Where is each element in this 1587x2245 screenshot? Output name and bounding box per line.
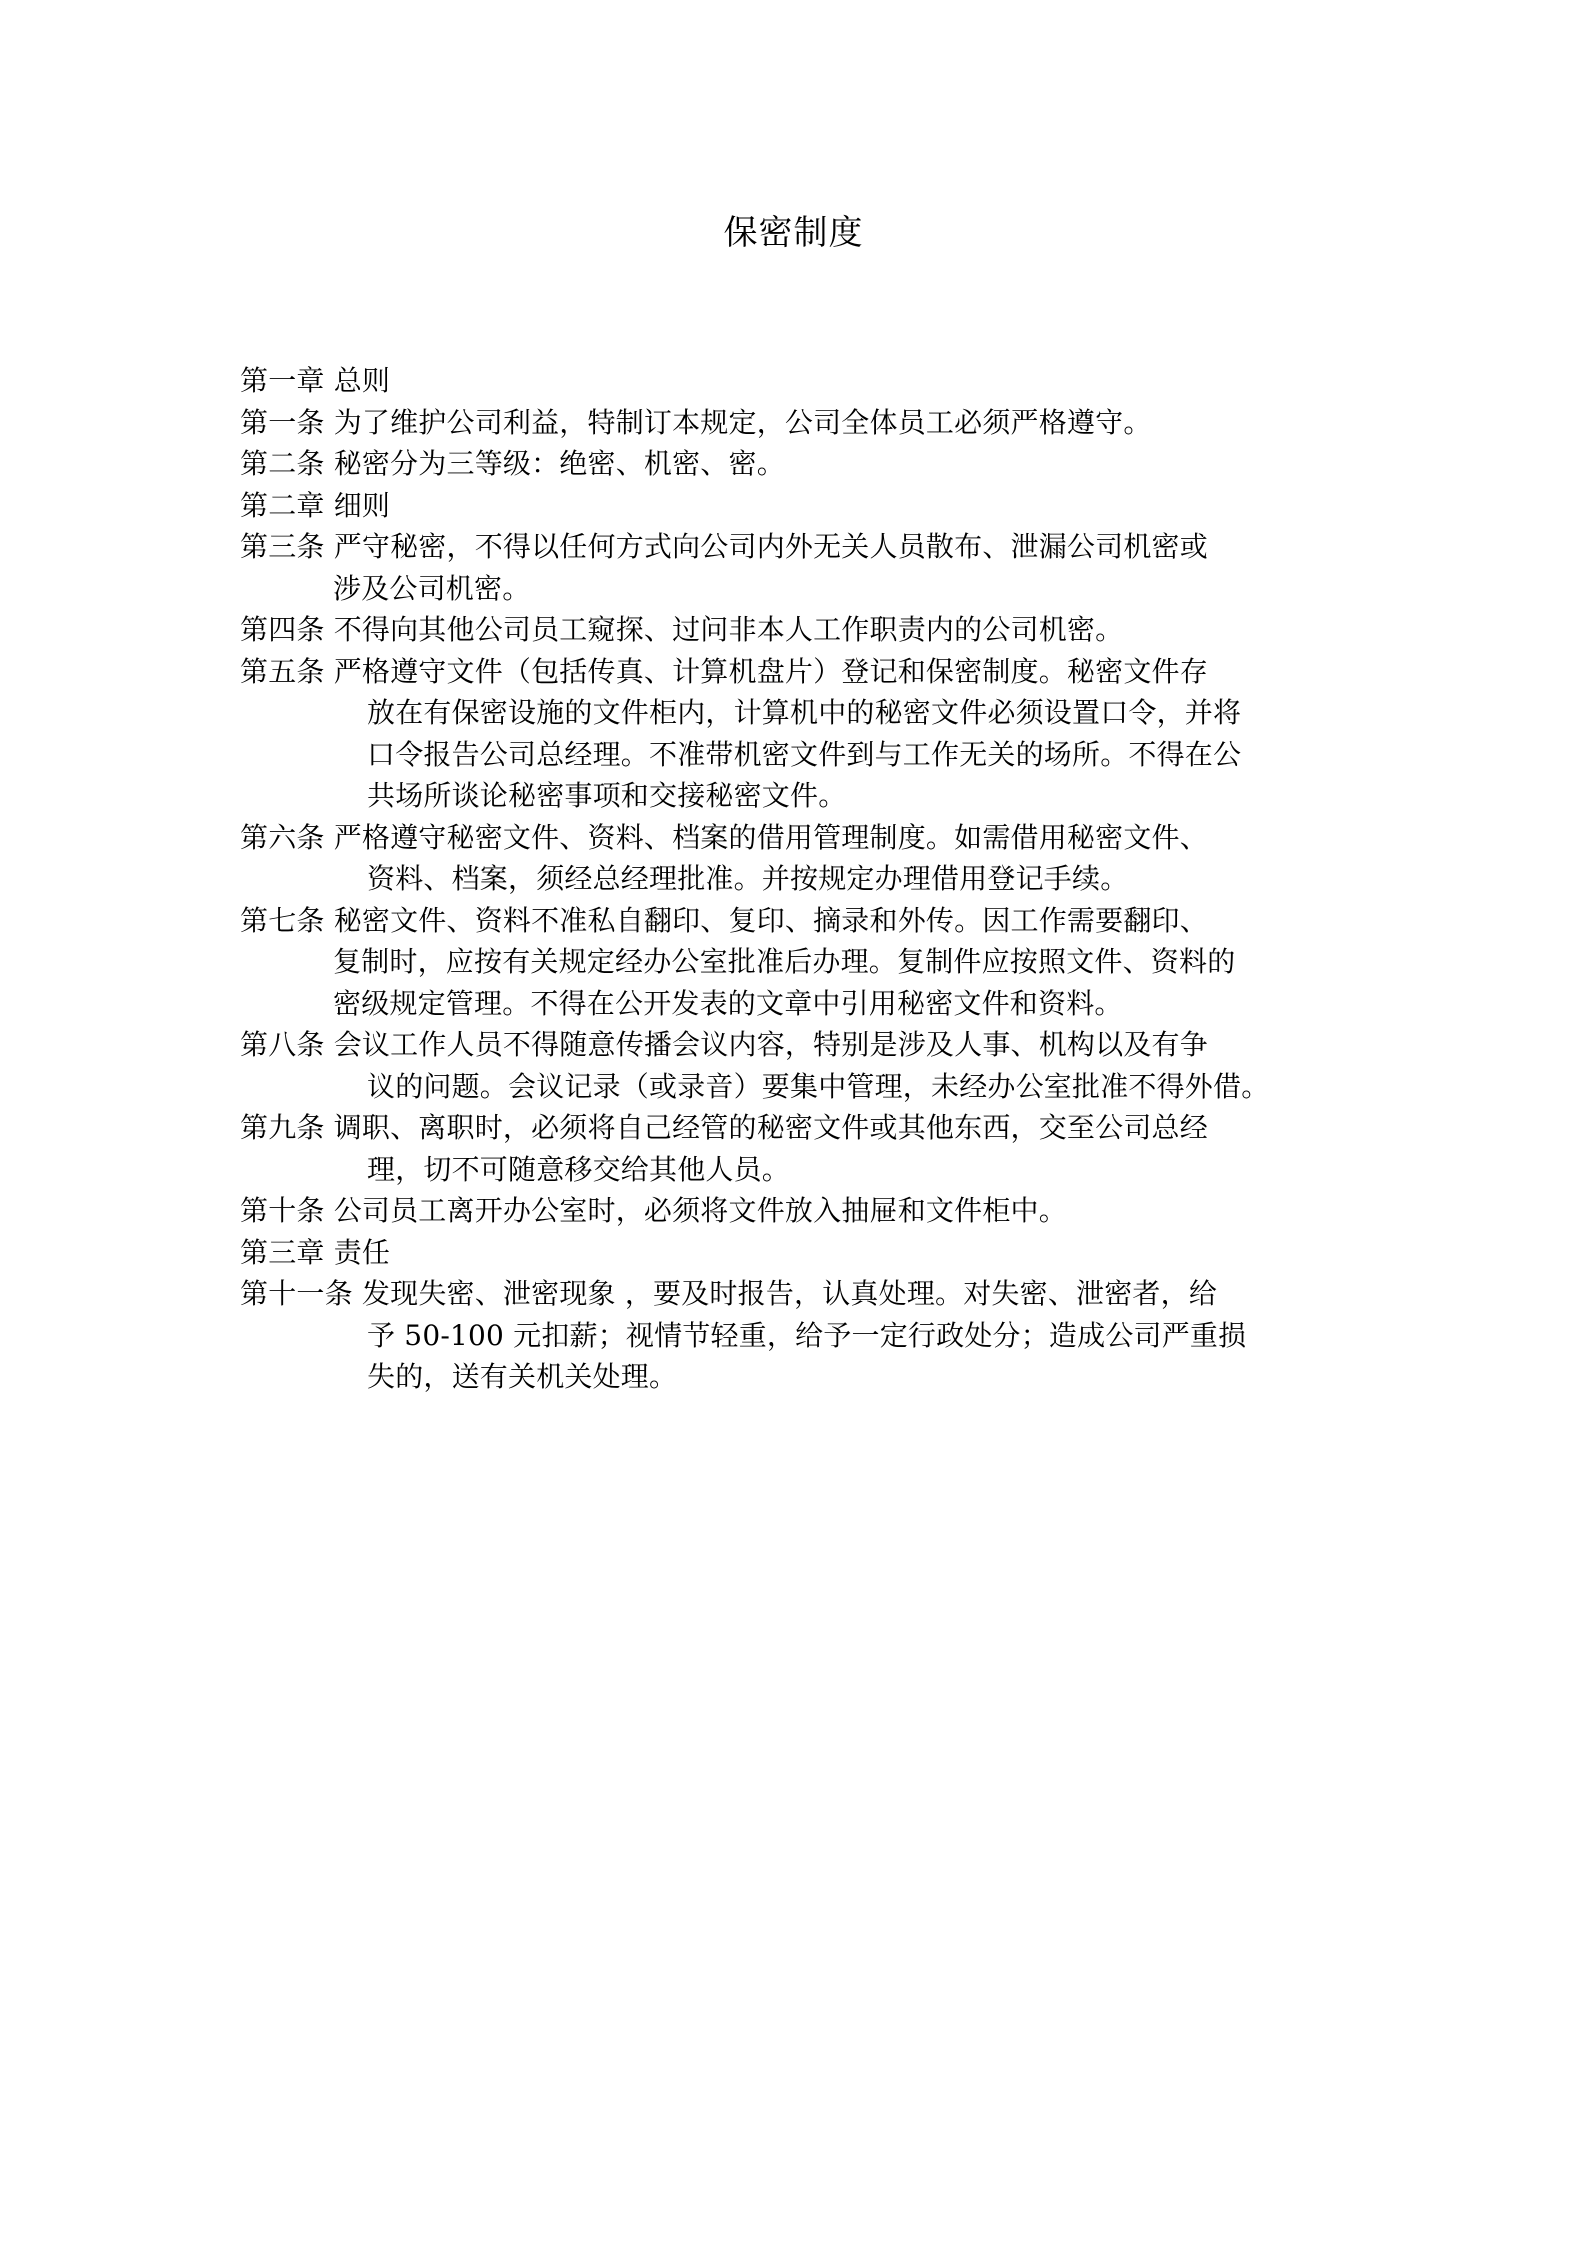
article-continuation: 予 50-100 元扣薪；视情节轻重，给予一定行政处分；造成公司严重损 <box>367 1318 1247 1352</box>
chapter-label: 第一章 <box>240 364 325 397</box>
article-continuation: 资料、档案，须经总经理批准。并按规定办理借用登记手续。 <box>367 862 1129 895</box>
article-text: 秘密文件、资料不准私自翻印、复印、摘录和外传。因工作需要翻印、 <box>324 903 1208 937</box>
chapter-title: 责任 <box>324 1235 391 1269</box>
article-text: 严守秘密，不得以任何方式向公司内外无关人员散布、泄漏公司机密或 <box>324 530 1208 563</box>
document-title: 保密制度 <box>723 213 864 253</box>
article-continuation: 失的，送有关机关处理。 <box>367 1360 678 1393</box>
article-text: 严格遵守文件（包括传真、计算机盘片）登记和保密制度。秘密文件存 <box>324 654 1208 688</box>
article <box>240 651 1360 693</box>
article-continuation: 涉及公司机密。 <box>333 571 531 605</box>
article-text: 不得向其他公司员工窥探、过问非本人工作职责内的公司机密。 <box>324 613 1124 646</box>
article <box>240 443 1360 485</box>
article-continuation: 复制时，应按有关规定经办公室批准后办理。复制件应按照文件、资料的 <box>333 945 1236 978</box>
article-continuation: 放在有保密设施的文件柜内，计算机中的秘密文件必须设置口令，并将 <box>367 696 1242 729</box>
article-text: 公司员工离开办公室时，必须将文件放入抽屉和文件柜中。 <box>324 1194 1067 1227</box>
article-text: 秘密分为三等级：绝密、机密、密。 <box>324 447 785 480</box>
article-label: 第八条 <box>240 1028 325 1061</box>
article-label: 第六条 <box>240 820 325 854</box>
chapter-heading <box>240 360 1360 402</box>
article-label: 第三条 <box>240 530 325 563</box>
chapter-title: 总则 <box>324 364 391 397</box>
chapter-label: 第二章 <box>240 488 325 522</box>
article-text: 会议工作人员不得随意传播会议内容，特别是涉及人事、机构以及有争 <box>324 1028 1208 1061</box>
article <box>240 817 1360 859</box>
article <box>240 900 1360 942</box>
chapter-title: 细则 <box>324 488 391 522</box>
article-text: 发现失密、泄密现象 ，要及时报告，认真处理。对失密、泄密者，给 <box>352 1277 1218 1310</box>
article-label: 第一条 <box>240 405 325 439</box>
article-label: 第七条 <box>240 903 325 937</box>
article <box>240 1190 1360 1232</box>
article <box>240 1107 1360 1149</box>
article-continuation: 理，切不可随意移交给其他人员。 <box>367 1152 791 1186</box>
article-label: 第十条 <box>240 1194 325 1227</box>
article-label: 第二条 <box>240 447 325 480</box>
article <box>240 526 1360 568</box>
article <box>240 609 1360 651</box>
chapter-heading <box>240 485 1360 527</box>
article <box>240 402 1360 444</box>
article-continuation: 共场所谈论秘密事项和交接秘密文件。 <box>367 779 847 812</box>
article-text: 为了维护公司利益，特制订本规定，公司全体员工必须严格遵守。 <box>324 405 1152 439</box>
article-label: 第九条 <box>240 1111 325 1144</box>
article-label: 第五条 <box>240 654 325 688</box>
article-label: 第四条 <box>240 613 325 646</box>
article-text: 严格遵守秘密文件、资料、档案的借用管理制度。如需借用秘密文件、 <box>324 820 1208 854</box>
article <box>240 1273 1360 1315</box>
article-text: 调职、离职时，必须将自己经管的秘密文件或其他东西，交至公司总经 <box>324 1111 1208 1144</box>
article-continuation: 议的问题。会议记录（或录音）要集中管理，未经办公室批准不得外借。 <box>367 1069 1270 1103</box>
chapter-heading <box>240 1232 1360 1274</box>
article-label: 第十一条 <box>240 1277 353 1310</box>
article-continuation: 口令报告公司总经理。不准带机密文件到与工作无关的场所。不得在公 <box>367 737 1242 771</box>
document-body <box>240 360 1360 1398</box>
article <box>240 1024 1360 1066</box>
article-continuation: 密级规定管理。不得在公开发表的文章中引用秘密文件和资料。 <box>333 986 1123 1020</box>
chapter-label: 第三章 <box>240 1235 325 1269</box>
